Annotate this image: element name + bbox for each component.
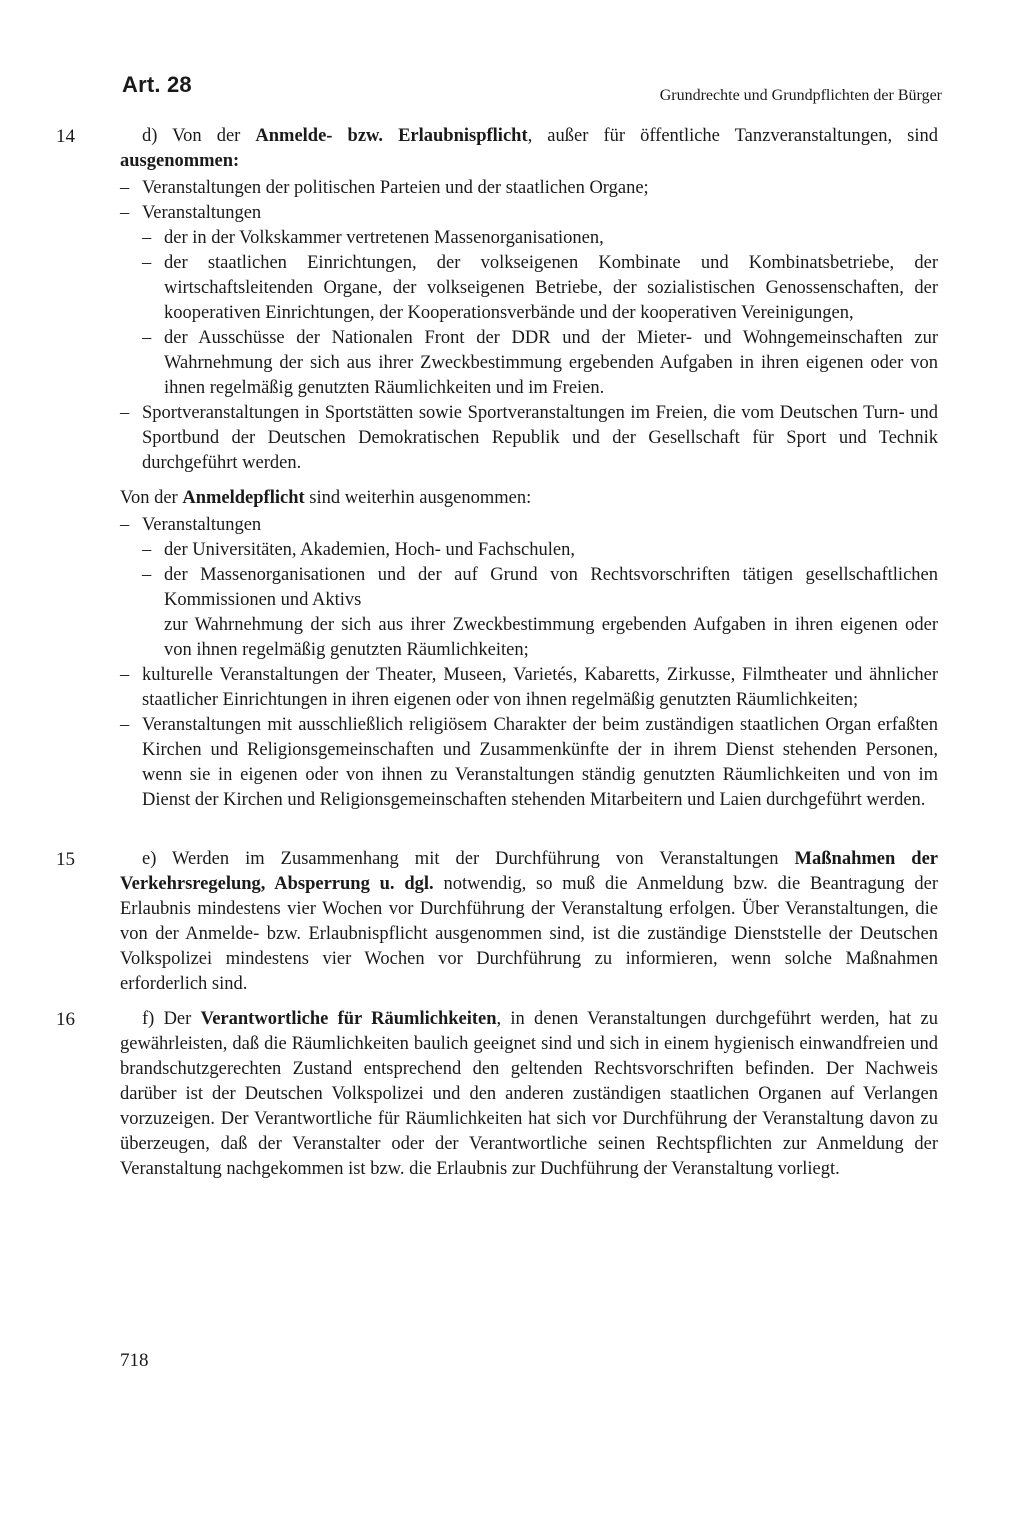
section-14-intro-text-a: d) Von der <box>142 126 256 146</box>
sub-list-item: – der staatlichen Einrichtungen, der volkseigenen Kombinate und Kombinatsbetriebe, der wirtschaftsleitenden Organe, der volkseigenen Betriebe, der sozialistischen Genossenschaften, der kooperativen Einrichtungen, der Kooperationsverbände und der kooperativen Vereinigungen, <box>142 251 938 326</box>
sub-list-item: – der Ausschüsse der Nationalen Front der DDR und der Mieter- und Wohngemeinschaften zur Wahrnehmung der sich aus ihrer Zweckbestimmung ergebenden Aufgaben in ihren eigenen oder von ihnen regelmäßig genutzten Räumlichkeiten und im Freien. <box>142 326 938 401</box>
sub-list-item: – der Massenorganisationen und der auf Grund von Rechtsvorschriften tätigen gesellschaftlichen Kommissionen und Aktivs <box>142 563 938 613</box>
margin-number-14: 14 <box>56 126 75 147</box>
section-14-intro-text-b: , außer für öffentliche Tanzveranstaltungen, sind <box>527 126 938 146</box>
document-body <box>56 124 938 1182</box>
article-number: Art. 28 <box>122 72 192 97</box>
section-16-bold: Verantwortliche für Räumlichkeiten <box>200 1009 497 1029</box>
margin-number-16: 16 <box>56 1009 75 1030</box>
sub-list <box>142 538 938 613</box>
list-item: – kulturelle Veranstaltungen der Theater, Museen, Varietés, Kabaretts, Zirkusse, Filmtheater und ähnlicher staatlicher Einrichtungen in ihren eigenen oder von ihnen regelmäßig genutzten Räumlichkeiten; <box>120 663 938 713</box>
sub-list-continuation: zur Wahrnehmung der sich aus ihrer Zweckbestimmung ergebenden Aufgaben in ihren eigenen oder von ihnen regelmäßig genutzten Räumlichkeiten; <box>164 615 938 660</box>
section-14-intro-bold2: ausgenommen: <box>120 151 240 171</box>
list-item-label: Veranstaltungen <box>142 203 262 223</box>
section-15 <box>56 847 938 997</box>
page-number: 718 <box>120 1350 149 1371</box>
running-title: Grundrechte und Grundpflichten der Bürger <box>659 87 942 104</box>
list-item-label: Veranstaltungen <box>142 515 262 535</box>
list-item <box>120 513 938 663</box>
list-item: – Veranstaltungen mit ausschließlich religiösem Charakter der beim zuständigen staatlichen Organ erfaßten Kirchen und Religionsgemeinschaften und Zusammenkünfte der in ihrem Dienst stehenden Personen, wenn sie in eigenen oder von ihnen zu Veranstaltungen ständig genutzten Räumlichkeiten und von im Dienst der Kirchen und Religionsgemeinschaften stehenden Mitarbeitern und Laien durchgeführt werden. <box>120 713 938 813</box>
margin-number-15: 15 <box>56 849 75 870</box>
list-item <box>120 201 938 401</box>
exemptions-list <box>120 176 938 476</box>
further-exemptions-list <box>120 513 938 813</box>
sub-list <box>142 226 938 401</box>
further-bold: Anmeldepflicht <box>182 488 305 508</box>
section-14-intro-bold: Anmelde- bzw. Erlaubnispflicht <box>255 126 528 146</box>
section-15-text-b: notwendig, so muß die Anmeldung bzw. die Beantragung der Erlaubnis mindestens vier Wochen vor Durchführung der Veranstaltung erfolgen. Über Veranstaltungen, die von der Anmelde- bzw. Erlaubnispflicht ausgenommen sind, ist die zuständige Dienststelle der Deutschen Volkspolizei mindestens vier Wochen vor Durchführung zu informieren, wenn solche Maßnahmen erforderlich sind. <box>120 874 938 994</box>
sub-list-item: – der Universitäten, Akademien, Hoch- und Fachschulen, <box>142 538 938 563</box>
sub-list-item: – der in der Volkskammer vertretenen Massenorganisationen, <box>142 226 938 251</box>
section-16-text-a: f) Der <box>142 1009 201 1029</box>
section-16-text-b: , in denen Veranstaltungen durchgeführt werden, hat zu gewährleisten, daß die Räumlichkeiten baulich geeignet sind und sich in einem hygienisch einwandfreien und brandschutzgerechten Zustand entsprechend den geltenden Rechtsvorschriften befinden. Der Nachweis darüber ist der Deutschen Volkspolizei und den anderen zuständigen staatlichen Organen auf Verlangen vorzuzeigen. Der Verantwortliche für Räumlichkeiten hat sich vor Durchführung der Veranstaltung davon zu überzeugen, daß der Veranstalter oder der Verantwortliche seinen Rechtspflichten zur Anmeldung der Veranstaltung nachgekommen ist bzw. die Erlaubnis zur Duchführung der Veranstaltung vorliegt. <box>120 1009 938 1179</box>
further-text-b: sind weiterhin ausgenommen: <box>304 488 532 508</box>
list-item: – Veranstaltungen der politischen Parteien und der staatlichen Organe; <box>120 176 938 201</box>
section-15-bold: Maßnahmen der Verkehrsregelung, Absperrung u. dgl. <box>120 849 938 894</box>
further-text-a: Von der <box>120 488 183 508</box>
section-15-text-a: e) Werden im Zusammenhang mit der Durchführung von Veranstaltungen <box>142 849 795 869</box>
section-14-intro <box>56 124 938 174</box>
list-item: – Sportveranstaltungen in Sportstätten sowie Sportveranstaltungen im Freien, die vom Deutschen Turn- und Sportbund der Deutschen Demokratischen Republik und der Gesellschaft für Sport und Technik durchgeführt werden. <box>120 401 938 476</box>
further-exemptions-intro <box>120 486 938 511</box>
section-16 <box>56 1007 938 1182</box>
